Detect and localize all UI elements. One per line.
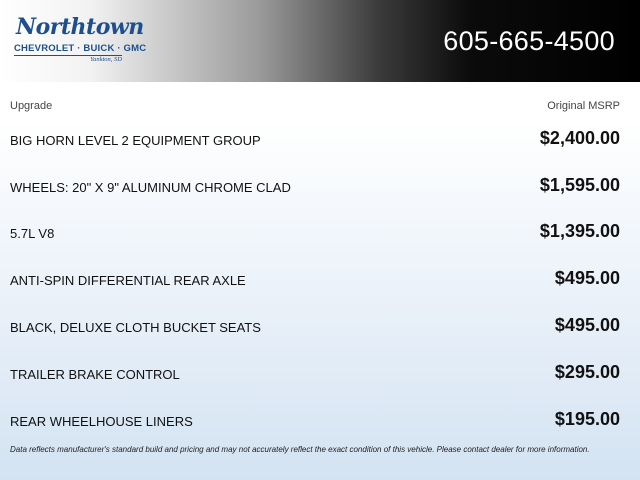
table-row <box>0 406 640 436</box>
dealer-phone-number[interactable]: 605-665-4500 <box>443 26 615 56</box>
table-row <box>0 359 640 389</box>
upgrade-name: BIG HORN LEVEL 2 EQUIPMENT GROUP <box>10 133 261 148</box>
logo-city-text: Yankton, SD <box>90 56 122 63</box>
table-row <box>0 312 640 342</box>
upgrade-name: BLACK, DELUXE CLOTH BUCKET SEATS <box>10 320 261 335</box>
upgrade-name: 5.7L V8 <box>10 226 55 241</box>
table-row <box>0 218 640 248</box>
upgrade-price: $2,400.00 <box>539 128 620 148</box>
column-header-msrp: Original MSRP <box>547 100 620 112</box>
table-row <box>0 265 640 295</box>
upgrade-name: REAR WHEELHOUSE LINERS <box>10 414 193 429</box>
upgrade-price: $1,595.00 <box>539 175 620 195</box>
header-banner <box>0 0 640 82</box>
upgrade-name: TRAILER BRAKE CONTROL <box>10 367 180 382</box>
upgrade-price: $1,395.00 <box>539 221 620 241</box>
upgrade-price: $495.00 <box>554 268 620 288</box>
dealer-logo[interactable] <box>12 14 147 66</box>
disclaimer-text: Data reflects manufacturer's standard build and pricing and may not accurately reflect the exact condition of this vehicle. Please contact dealer for more information. <box>10 445 590 454</box>
logo-script-text: Northtown <box>16 14 144 40</box>
upgrade-name: WHEELS: 20" X 9" ALUMINUM CHROME CLAD <box>10 180 291 195</box>
logo-brands-text: CHEVROLET · BUICK · GMC <box>14 43 147 54</box>
upgrade-price: $495.00 <box>554 315 620 335</box>
upgrade-name: ANTI-SPIN DIFFERENTIAL REAR AXLE <box>10 273 246 288</box>
column-header-upgrade: Upgrade <box>10 100 53 112</box>
table-row <box>0 172 640 202</box>
table-row <box>0 125 640 155</box>
upgrade-price: $195.00 <box>554 409 620 429</box>
upgrade-price: $295.00 <box>554 362 620 382</box>
